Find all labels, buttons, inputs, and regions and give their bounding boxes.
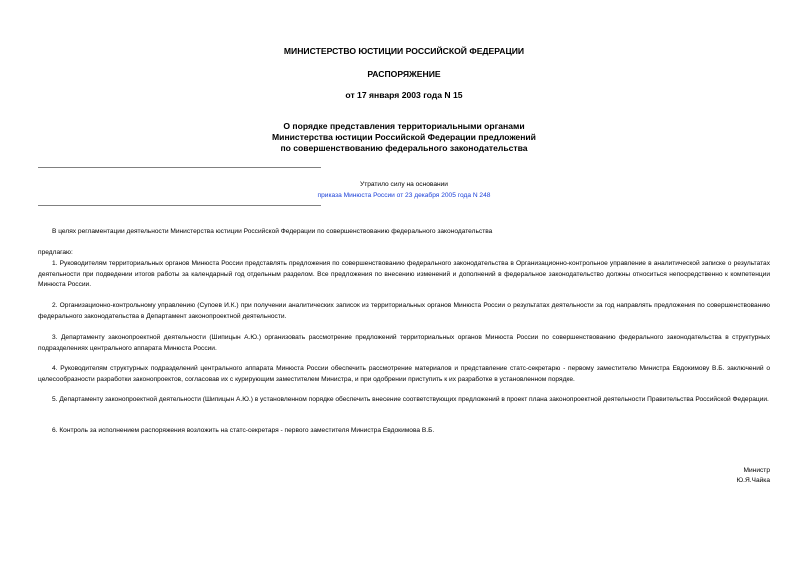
divider-top xyxy=(38,167,321,168)
document-title-line: О порядке представления территориальными органами xyxy=(283,121,525,131)
expired-order-link[interactable]: приказа Минюста России от 23 декабря 2005 года N 248 xyxy=(317,192,491,199)
signature-position: Министр xyxy=(743,467,770,474)
item-paragraph: 3. Департаменту законопроектной деятельности (Шипицын А.Ю.) организовать рассмотрение предложений территориальных органов Минюста России по совершенствованию федерального законодательства в структурных подразделениях центрального аппарата Минюста России. xyxy=(38,334,770,352)
item-paragraph: 1. Руководителям территориальных органов Минюста России представлять предложения по совершенствованию федерального законодательства в Организационно-контрольное управление в аналитической записке о результатах деятельности при подведении итогов работы за календарный год отдельным разделом. Все предложения по внесению изменений и дополнений в федеральное законодательство должны относиться непосредственно к компетенции Минюста России. xyxy=(38,260,770,288)
signature-name: Ю.Я.Чайка xyxy=(736,477,770,484)
item-paragraph: 5. Департаменту законопроектной деятельности (Шипицын А.Ю.) в установленном порядке обеспечить внесение соответствующих предложений в проект плана законопроектной деятельности Правительства Российской Федерации. xyxy=(52,396,769,403)
document-title-line: Министерства юстиции Российской Федерации предложений xyxy=(272,132,536,142)
divider-bottom xyxy=(38,205,321,206)
ministry-heading: МИНИСТЕРСТВО ЮСТИЦИИ РОССИЙСКОЙ ФЕДЕРАЦИИ xyxy=(283,46,525,56)
propose-line: предлагаю: xyxy=(38,249,73,256)
document-type: РАСПОРЯЖЕНИЕ xyxy=(367,69,441,79)
document-date-number: от 17 января 2003 года N 15 xyxy=(345,90,463,100)
item-paragraph: 6. Контроль за исполнением распоряжения возложить на статс-секретаря - первого заместителя Министра Евдокимова В.Б. xyxy=(52,427,435,434)
document-title-line: по совершенствованию федерального законодательства xyxy=(280,143,528,153)
item-paragraph: 2. Организационно-контрольному управлению (Супоев И.К.) при получении аналитических записок из территориальных органов Минюста России о результатах деятельности за год направлять предложения по совершенствованию федерального законодательства в Департамент законопроектной деятельности. xyxy=(38,302,770,320)
document-page xyxy=(38,0,770,571)
expired-link-line xyxy=(38,191,770,200)
expired-note: Утратило силу на основании xyxy=(360,181,448,188)
item-paragraph: 4. Руководителям структурных подразделений центрального аппарата Минюста России обеспечить рассмотрение материалов и представление статс-секретарю - первому заместителю Министра Евдокимову В.Б. заключений о целесообразности разработки законопроектов, согласовав их с курирующим заместителем Министра, и при одобрении приступить к их разработке в установленном порядке. xyxy=(38,365,770,383)
intro-paragraph: В целях регламентации деятельности Министерства юстиции Российской Федерации по совершенствованию федерального законодательства xyxy=(52,228,493,235)
